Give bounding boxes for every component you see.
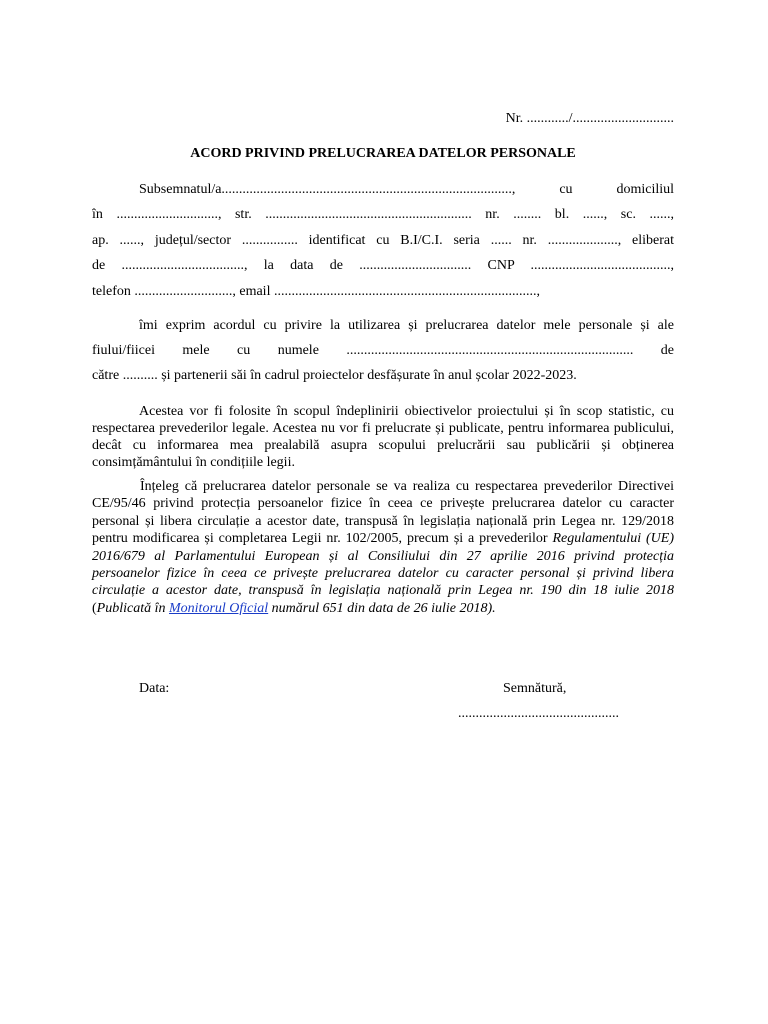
purpose-paragraph: Acestea vor fi folosite în scopul îndeplinirii obiectivelor proiectului și în scop statistic, cu respectarea prevederilor legale. Acestea nu vor fi prelucrate și publicate, pentru informarea publicului, decât cu informarea mea prealabilă asupra scopului prelucrării sau publicării și obținerea consimțământului în condițiile legii.	[92, 404, 674, 470]
document-title: ACORD PRIVIND PRELUCRAREA DATELOR PERSONALE	[190, 146, 576, 161]
consent-line-1: îmi exprim acordul cu privire la utilizarea și prelucrarea datelor mele personale și ale	[139, 318, 674, 333]
identity-line-1: Subsemnatul/a..................................................................................., cu domiciliul	[139, 182, 674, 197]
consent-line-2: fiului/fiicei mele cu numele .................................................................................. de	[92, 343, 674, 358]
signature-line: ..............................................	[458, 706, 619, 721]
regulation-reference: Regulamentului (UE) 2016/679 al Parlamentului European și al Consiliului din 27 aprilie 2016 privind protecția persoanelor fizice în ceea ce privește prelucrarea datelor cu caracter personal și privind libera circulație a acestor date, transpusă în legislația națională prin Legea nr. 190 din 18 iulie 2018	[92, 531, 674, 599]
identity-line-2: în ............................., str. ........................................................... nr. ........ bl. ......, sc. ......,	[92, 207, 674, 222]
consent-line-3: către .......... și partenerii săi în cadrul proiectelor desfășurate în anul școlar 2022-2023.	[92, 368, 577, 383]
monitorul-oficial-link[interactable]: Monitorul Oficial	[169, 600, 269, 616]
identity-line-5: telefon ............................, email ...........................................................................,	[92, 284, 540, 299]
signature-label: Semnătură,	[503, 681, 567, 696]
legal-paragraph: Înțeleg că prelucrarea datelor personale se va realiza cu respectarea prevederilor Directivei CE/95/46 privind protecția persoanelor fizice în ceea ce privește prelucrarea datelor cu caracter personal și libera circulație a acestor date, transpusă în legislația națională prin Legea nr. 129/2018 pentru modificarea și completarea Legii nr. 102/2005, precum și a prevederilor Regulamentului (UE) 2016/679 al Parlamentului European și al Consiliului din 27 aprilie 2016 privind protecția persoanelor fizice în ceea ce privește prelucrarea datelor cu caracter personal și privind libera circulație a acestor date, transpusă în legislația națională prin Legea nr. 190 din 18 iulie 2018 (Publicată în Monitorul Oficial numărul 651 din data de 26 iulie 2018).	[92, 479, 674, 616]
identity-line-3: ap. ......, județul/sector ................ identificat cu B.I/C.I. seria ...... nr. ...................., eliberat	[92, 233, 674, 248]
date-label: Data:	[139, 681, 170, 696]
registration-number: Nr. ............/.............................	[505, 111, 674, 126]
identity-line-4: de ..................................., la data de ................................ CNP ........................................,	[92, 258, 674, 273]
legal-text-part1: Înțeleg că prelucrarea datelor personale se va realiza cu respectarea prevederilor Directivei CE/95/46 privind protecția persoanelor fizice în ceea ce privește prelucrarea datelor cu caracter personal și libera circulație a acestor date, transpusă în legislația națională prin Legea nr. 129/2018 pentru modificarea și completarea Legii nr. 102/2005, precum și a prevederilor	[92, 479, 674, 547]
